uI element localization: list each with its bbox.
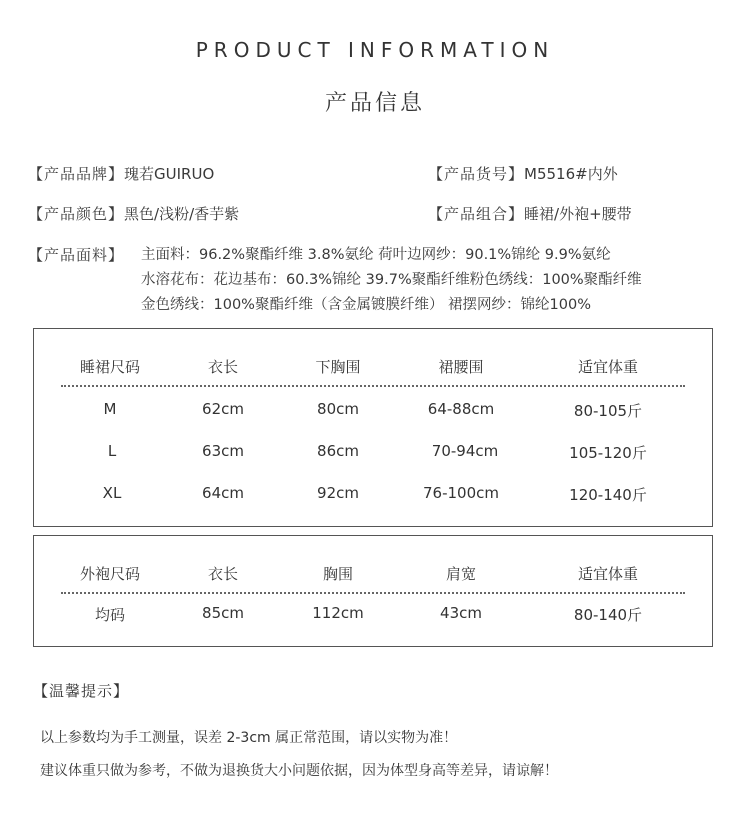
header-cell: 适宜体重 <box>577 565 639 583</box>
table-cell: 86cm <box>317 442 359 460</box>
page-title-chinese: 产品信息 <box>324 91 425 116</box>
table-cell: 76-100cm <box>423 484 499 502</box>
table-cell: 85cm <box>202 604 244 622</box>
brand-label: 【产品品牌】 <box>28 165 125 183</box>
table-cell: 63cm <box>202 442 244 460</box>
notice-line: 建议体重只做为参考，不做为退换货大小问题依据，因为体型身高等差异，请谅解！ <box>40 763 558 779</box>
table-cell: L <box>107 442 117 460</box>
header-cell: 下胸围 <box>315 358 361 376</box>
color-label: 【产品颜色】 <box>28 205 125 223</box>
table-cell: 80-105斤 <box>573 402 643 420</box>
brand-value: 瑰若GUIRUO <box>124 165 215 183</box>
table-cell: 80-140斤 <box>573 606 643 624</box>
dotted-divider <box>61 385 685 387</box>
header-cell: 裙腰围 <box>438 358 484 376</box>
header-cell: 胸围 <box>322 565 354 583</box>
table-cell: 92cm <box>317 484 359 502</box>
combo-label: 【产品组合】 <box>428 205 525 223</box>
notice-title: 【温馨提示】 <box>33 682 130 700</box>
combo-value: 睡裙/外袍+腰带 <box>524 205 632 223</box>
table-cell: 105-120斤 <box>569 444 647 462</box>
fabric-line: 主面料：96.2%聚酯纤维 3.8%氨纶 荷叶边网纱：90.1%锦纶 9.9%氨纶 <box>141 247 611 263</box>
dress-size-table <box>33 328 713 527</box>
page-title-english: PRODUCT INFORMATION <box>195 38 555 62</box>
fabric-line: 金色绣线：100%聚酯纤维（含金属镀膜纤维） 裙摆网纱：锦纶100% <box>141 297 592 313</box>
table-row <box>34 400 712 424</box>
table-row <box>34 442 712 466</box>
dotted-divider <box>61 592 685 594</box>
table-cell: 43cm <box>440 604 482 622</box>
table-header-row <box>34 356 712 380</box>
table-cell: 64-88cm <box>427 400 495 418</box>
header-cell: 肩宽 <box>445 565 477 583</box>
table-header-row <box>34 563 712 587</box>
table-row <box>34 484 712 508</box>
brand-info <box>28 163 214 184</box>
info-row-brand-sku <box>28 163 722 187</box>
table-cell: 112cm <box>312 604 364 622</box>
info-row-color-combo <box>28 203 722 227</box>
header-cell: 适宜体重 <box>577 358 639 376</box>
color-value: 黑色/浅粉/香芋紫 <box>124 205 240 223</box>
table-cell: 均码 <box>94 606 126 624</box>
table-row <box>34 604 712 628</box>
robe-size-table <box>33 535 713 647</box>
header-cell: 衣长 <box>207 565 239 583</box>
notice-line: 以上参数均为手工测量，误差 2-3cm 属正常范围，请以实物为准！ <box>40 730 458 746</box>
color-info <box>28 203 239 224</box>
table-cell: 80cm <box>317 400 359 418</box>
table-cell: 62cm <box>202 400 244 418</box>
table-cell: XL <box>102 484 122 502</box>
table-cell: M <box>103 400 117 418</box>
fabric-line: 水溶花布：花边基布：60.3%锦纶 39.7%聚酯纤维粉色绣线：100%聚酯纤维 <box>141 272 642 288</box>
sku-value: M5516#内外 <box>524 165 618 183</box>
header-cell: 外袍尺码 <box>79 565 141 583</box>
combo-info <box>428 203 632 224</box>
sku-label: 【产品货号】 <box>428 165 525 183</box>
fabric-lines <box>141 243 642 318</box>
sku-info <box>428 163 618 184</box>
header-cell: 睡裙尺码 <box>79 358 141 376</box>
table-cell: 120-140斤 <box>569 486 647 504</box>
table-cell: 64cm <box>202 484 244 502</box>
header-cell: 衣长 <box>207 358 239 376</box>
fabric-label: 【产品面料】 <box>28 246 125 264</box>
table-cell: 70-94cm <box>431 442 499 460</box>
